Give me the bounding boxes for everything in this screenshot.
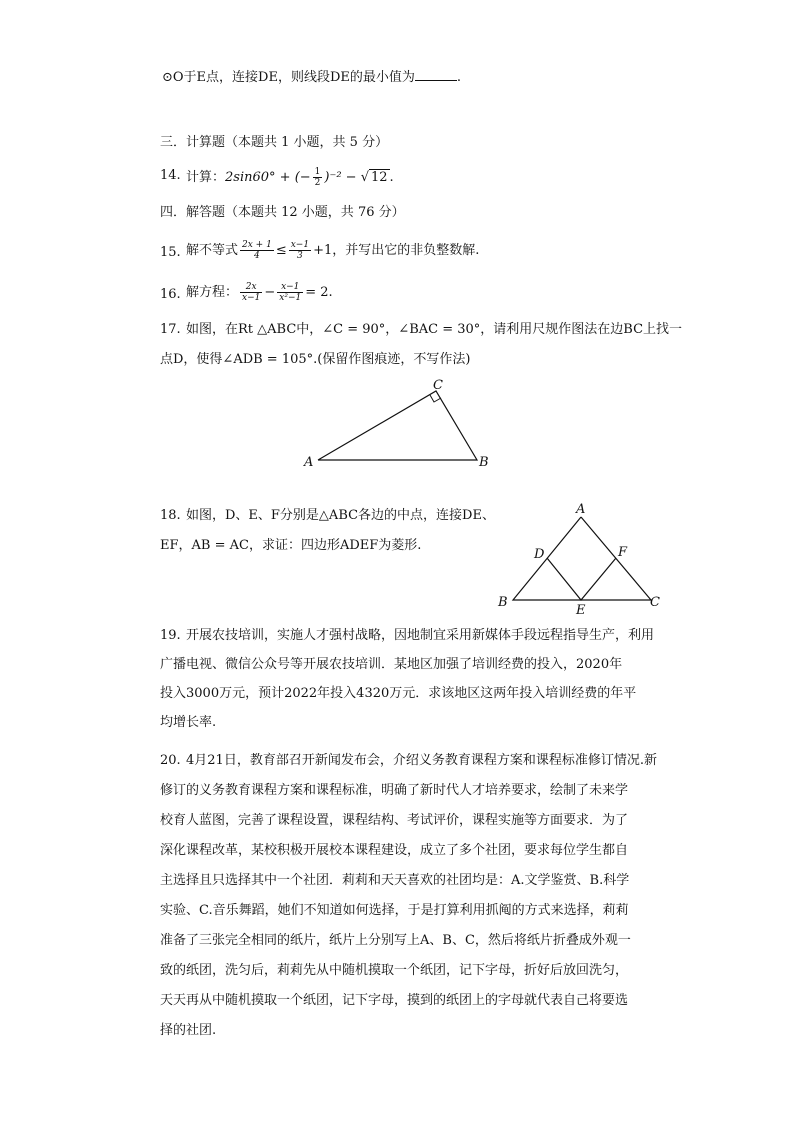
q18-midlines [547,558,616,600]
q16-suffix: = 2. [305,285,333,300]
q16-number: 16. [160,287,181,302]
q20-line: 深化课程改革，某校积极开展校本课程建设，成立了多个社团，要求每位学生都自 [160,843,629,858]
q15-suffix: +1，并写出它的非负整数解. [313,243,480,258]
q20-line: 天天再从中随机摸取一个纸团，记下字母，摸到的纸团上的字母就代表自己将要选 [160,993,629,1008]
q18-label-e: E [576,603,586,618]
q18-label-c: C [650,595,660,610]
q15-prefix: 解不等式 [186,243,239,258]
q19-number: 19. [160,628,181,643]
q15-f1-bot: 4 [254,251,260,261]
q14-frac-top: 1 [314,167,321,177]
q17-line2: 点D，使得∠ADB = 105°.(保留作图痕迹，不写作法) [160,352,471,367]
q19-line: 广播电视、微信公众号等开展农技培训．某地区加强了培训经费的投入，2020年 [160,657,623,672]
q16-f2-bot: x²−1 [279,293,302,303]
q16-f1-top: 2x [240,282,262,293]
q17-label-c: C [433,378,443,393]
q14-frac-bot: 2 [314,178,321,188]
q18-number: 18. [160,508,181,523]
q15-operator: ≤ [275,243,287,258]
q20-line: 主选择且只选择其中一个社团．莉莉和天天喜欢的社团均是：A.文学鉴赏、B.科学 [160,873,630,888]
q17-triangle [318,391,477,460]
q18-line2: EF，AB = AC，求证：四边形ADEF为菱形. [160,538,422,553]
q18-label-f: F [618,545,628,560]
q16-operator: − [264,285,276,300]
q20-line: 修订的义务教育课程方案和课程标准，明确了新时代人才培养要求，绘制了未来学 [160,783,629,798]
q20-line: 4月21日，教育部召开新闻发布会，介绍义务教育课程方案和课程标准修订情况.新 [186,753,657,768]
q16-f1-bot: x−1 [242,293,261,303]
q15-number: 15. [160,245,181,260]
q14-expr-a: 2sin60° + (− [225,170,311,185]
q15-f2-bot: 3 [297,251,303,261]
q17-label-a: A [304,455,314,470]
q16-f2-top: x−1 [277,282,303,293]
q17-line1: 如图，在Rt △ABC中，∠C = 90°，∠BAC = 30°，请利用尺规作图法在边BC上找一 [186,322,683,337]
q14-end: . [389,170,394,185]
q20-line: 准备了三张完全相同的纸片，纸片上分别写上A、B、C，然后将纸片折叠成外观一 [160,933,631,948]
q16-prefix: 解方程： [186,285,239,300]
q19-line: 开展农技培训，实施人才强村战略，因地制宜采用新媒体手段远程指导生产，利用 [186,628,655,643]
q18-line1: 如图，D、E、F分别是△ABC各边的中点，连接DE、 [186,508,495,523]
q20-line: 实验、C.音乐舞蹈，她们不知道如何选择，于是打算利用抓阄的方式来选择，莉莉 [160,903,629,918]
q14-number: 14. [160,168,181,183]
q20-line: 择的社团. [160,1023,217,1038]
q17-label-b: B [479,455,489,470]
q13-tail-end: . [456,70,462,85]
q19-line: 投入3000万元，预计2022年投入4320万元．求该地区这两年投入培训经费的年平 [160,686,637,701]
q18-label-b: B [498,595,508,610]
q14-sqrt: √ 12 [360,170,388,185]
q17-number: 17. [160,322,181,337]
q15-f2-top: x−1 [290,240,310,250]
q14-expr-b: )⁻² − [324,170,361,185]
q20-line: 致的纸团，洗匀后，莉莉先从中随机摸取一个纸团，记下字母，折好后放回洗匀， [160,963,629,978]
section3-title: 三．计算题（本题共 1 小题，共 5 分） [160,135,389,150]
q20-number: 20. [160,753,181,768]
q14-prefix: 计算： [186,170,226,185]
q18-label-a: A [576,502,586,517]
q18-label-d: D [534,547,545,562]
q14-radicand: 12 [371,170,388,185]
q13-tail-text: ⊙O于E点，连接DE，则线段DE的最小值为 [162,70,415,85]
q15-f1-top: 2x + 1 [242,240,272,250]
q20-line: 校育人蓝图，完善了课程设置，课程结构、考试评价，课程实施等方面要求．为了 [160,813,629,828]
section4-title: 四．解答题（本题共 12 小题，共 76 分） [160,205,405,220]
q19-line: 均增长率. [160,715,217,730]
